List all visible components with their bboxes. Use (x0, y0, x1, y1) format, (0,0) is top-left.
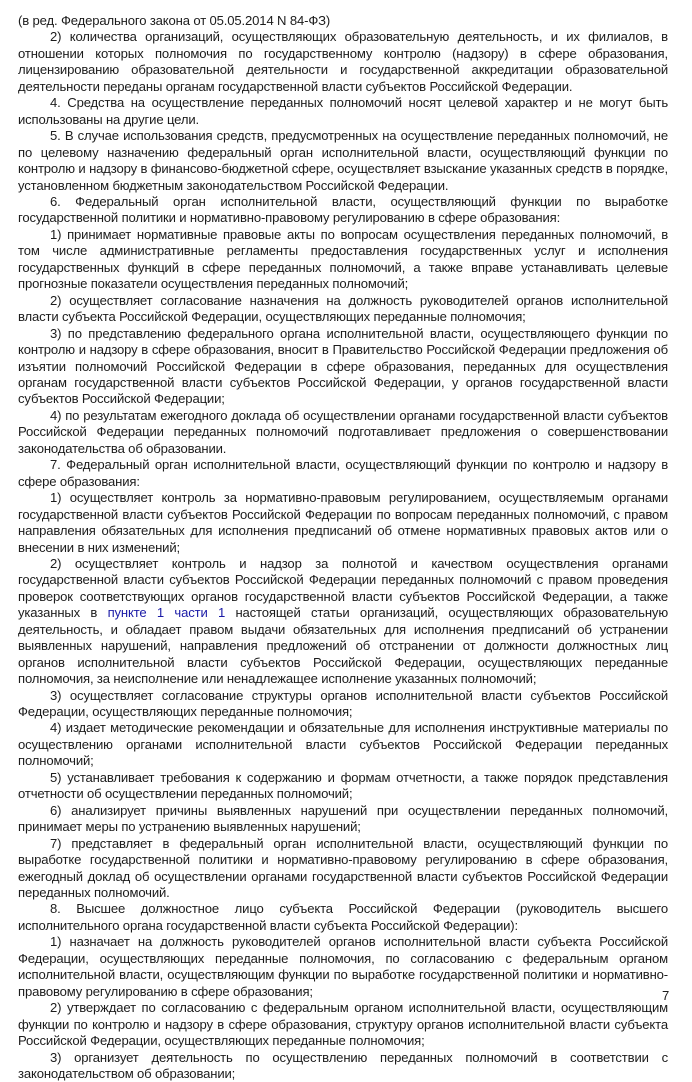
paragraph: 6. Федеральный орган исполнительной власти, осуществляющий функции по выработке государственной политики и нормативно-правовому регулированию в сфере образования: (18, 193, 668, 226)
paragraph: 6) анализирует причины выявленных нарушений при осуществлении переданных полномочий, принимает меры по устранению выявленных нарушений; (18, 802, 668, 835)
paragraph: 3) осуществляет согласование структуры органов исполнительной власти субъектов Российской Федерации, осуществляющих переданные полномочия; (18, 687, 668, 720)
paragraph: 3) по представлению федерального органа исполнительной власти, осуществляющего функции по контролю и надзору в сфере образования, вносит в Правительство Российской Федерации предложения об изъятии полномочий Российской Федерации в сфере образования, переданных для осуществления органам государственной власти субъектов Российской Федерации, у органов государственной власти субъектов Российской Федерации; (18, 325, 668, 407)
paragraph: 7. Федеральный орган исполнительной власти, осуществляющий функции по контролю и надзору в сфере образования: (18, 457, 668, 489)
paragraph: 3) организует деятельность по осуществлению переданных полномочий в соответствии с законодательством об образовании; (18, 1049, 668, 1081)
paragraph-with-link (18, 556, 668, 688)
paragraph: 2) утверждает по согласованию с федеральным органом исполнительной власти, осуществляющим функции по контролю и надзору в сфере образования, структуру органов исполнительной власти субъекта Российской Федерации, осуществляющих переданные полномочия; (18, 1000, 668, 1049)
cross-reference-link[interactable]: пункте 1 части 1 (107, 605, 226, 621)
paragraph: 4) по результатам ежегодного доклада об осуществлении органами государственной власти субъектов Российской Федерации переданных полномочий подготавливает предложения о совершенствовании законодательства об образовании. (18, 407, 668, 456)
paragraph: 5. В случае использования средств, предусмотренных на осуществление переданных полномочий, не по целевому назначению федеральный орган исполнительной власти, осуществляющий функции по контролю и надзору в финансово-бюджетной сфере, осуществляет взыскание указанных средств в порядке, установленном бюджетным законодательством Российской Федерации. (18, 128, 669, 193)
paragraph-text-after-link: настоящей статьи организаций, осуществляющих образовательную деятельность, и обладает правом выдачи обязательных для исполнения предписаний об устранении выявленных нарушений, направления предложений об отстранении от должности должностных лиц органов исполнительной власти субъектов Российской Федерации, осуществляющих переданные полномочия, за неисполнение или ненадлежащее исполнение указанных полномочий; (18, 605, 668, 687)
paragraph: 4. Средства на осуществление переданных полномочий носят целевой характер и не могут быть использованы на другие цели. (18, 95, 668, 127)
paragraph-text-before-link: 2) осуществляет контроль и надзор за полнотой и качеством осуществления органами государственной власти субъектов Российской Федерации переданных полномочий с правом проведения проверок соответствующих органов государственной власти субъектов Российской Федерации, а также указанных в (18, 555, 668, 621)
paragraph: 2) осуществляет согласование назначения на должность руководителей органов исполнительной власти субъекта Российской Федерации, осуществляющих переданные полномочия; (18, 292, 668, 325)
paragraph: 5) устанавливает требования к содержанию и формам отчетности, а также порядок представления отчетности об осуществлении переданных полномочий; (18, 769, 668, 802)
document-page (18, 13, 668, 1082)
paragraph: 8. Высшее должностное лицо субъекта Российской Федерации (руководитель высшего исполнительного органа государственной власти субъекта Российской Федерации): (18, 901, 668, 933)
paragraph: 4) издает методические рекомендации и обязательные для исполнения инструктивные материалы по осуществлению органами исполнительной власти субъектов Российской Федерации переданных полномочий; (18, 720, 668, 769)
paragraph: 1) назначает на должность руководителей органов исполнительной власти субъекта Российской Федерации, осуществляющих переданные полномочия, по согласованию с федеральным органом исполнительной власти, осуществляющим функции по выработке государственной политики и нормативно-правовому регулированию в сфере образования; (18, 934, 668, 999)
paragraph: 2) количества организаций, осуществляющих образовательную деятельность, и их филиалов, в отношении которых полномочия по государственному контролю (надзору) в сфере образования, лицензированию образовательной деятельности и государственной аккредитации образовательной деятельности переданы органам государственной власти субъектов Российской Федерации. (18, 29, 668, 94)
paragraph: 7) представляет в федеральный орган исполнительной власти, осуществляющий функции по выработке государственной политики и нормативно-правовому регулированию в сфере образования, ежегодный доклад об осуществлении органами государственной власти субъектов Российской Федерации переданных полномочий. (18, 835, 668, 901)
paragraph: 1) принимает нормативные правовые акты по вопросам осуществления переданных полномочий, в том числе административные регламенты предоставления государственных услуг и исполнения государственных функций в сфере переданных полномочий, а также вправе устанавливать целевые прогнозные показатели осуществления переданных полномочий; (18, 226, 668, 292)
paragraph: 1) осуществляет контроль за нормативно-правовым регулированием, осуществляемым органами государственной власти субъектов Российской Федерации по вопросам переданных полномочий, с правом направления обязательных для исполнения предписаний об отмене нормативных правовых актов или о внесении в них изменений; (18, 490, 668, 555)
page-number: 7 (662, 988, 670, 1003)
amendment-note: (в ред. Федерального закона от 05.05.2014 N 84-ФЗ) (18, 13, 331, 28)
